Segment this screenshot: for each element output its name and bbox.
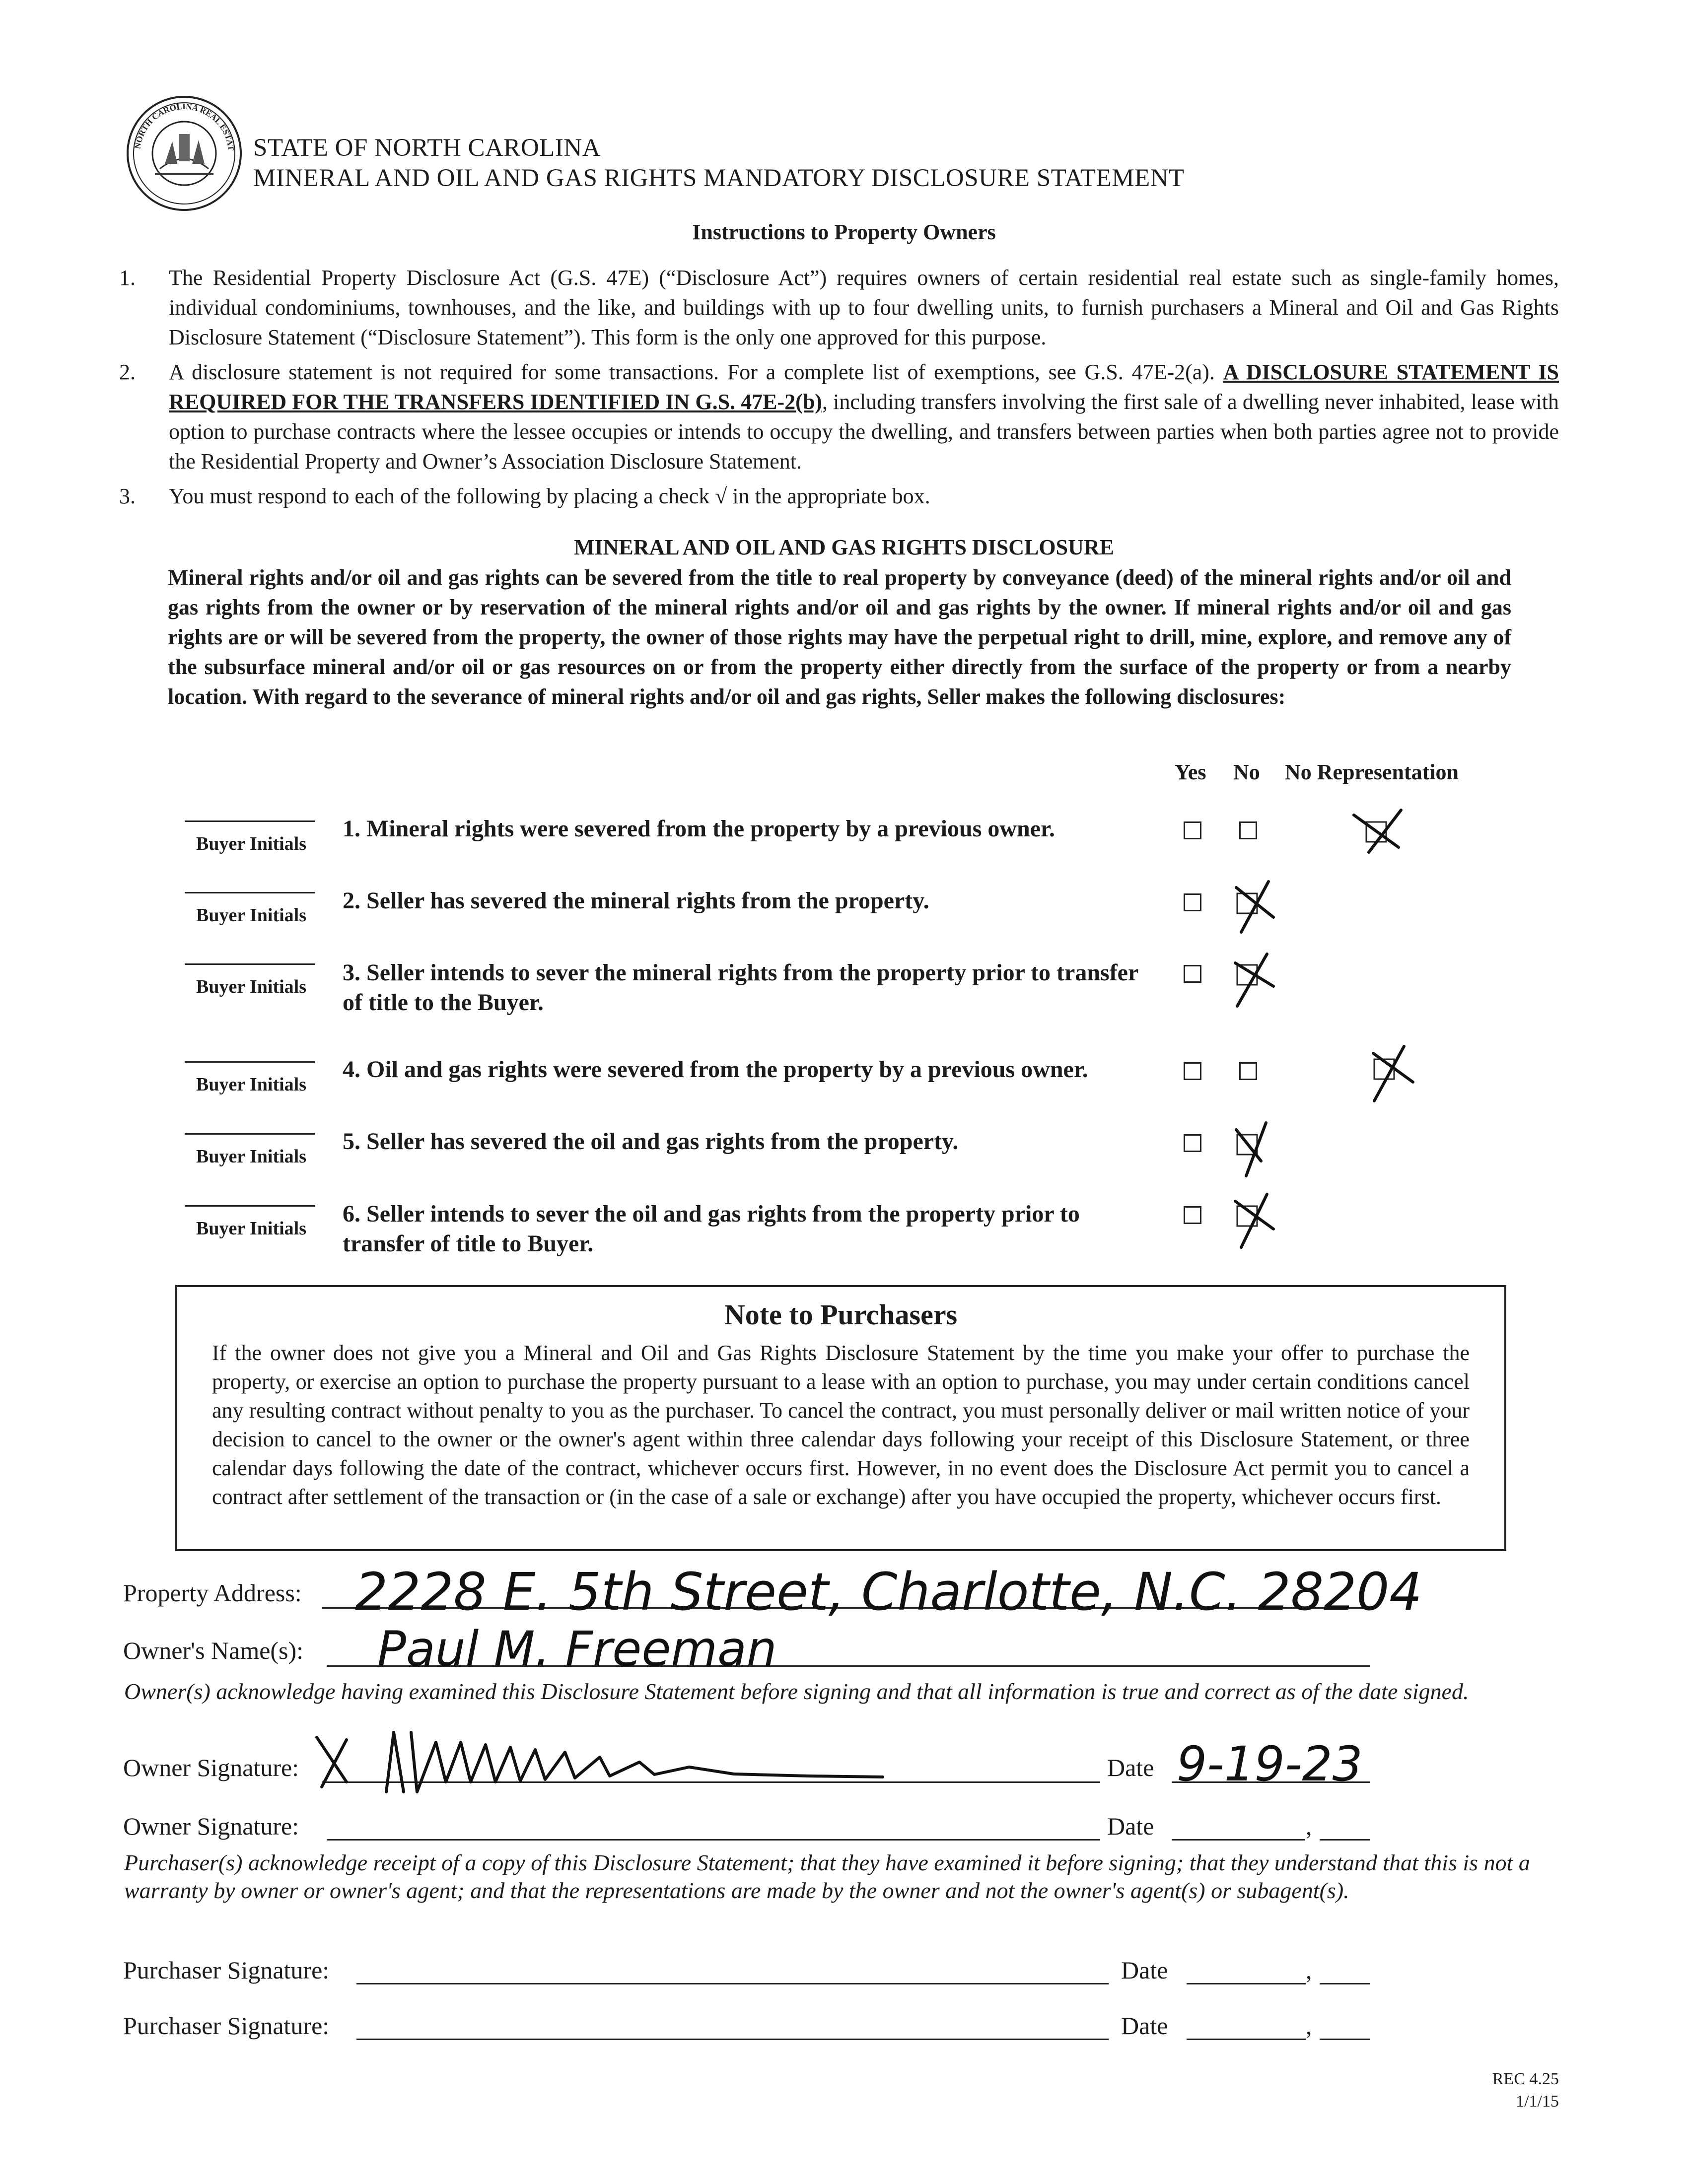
buyer-initials-label: Buyer Initials xyxy=(196,905,307,926)
purchaser-signature-label-1: Purchaser Signature: xyxy=(123,1956,330,1984)
required-transfers-emphasis: A DISCLOSURE STATEMENT IS REQUIRED FOR THE TRANSFERS IDENTIFIED IN G.S. 47E-2(b) xyxy=(169,360,1559,414)
checkbox-yes-q3[interactable] xyxy=(1184,965,1201,983)
buyer-initials-line[interactable] xyxy=(185,963,315,965)
buyer-initials-line[interactable] xyxy=(185,820,315,822)
checkbox-no-q1[interactable] xyxy=(1239,821,1257,839)
form-revision-date: 1/1/15 xyxy=(1516,2092,1559,2111)
checkbox-yes-q1[interactable] xyxy=(1184,821,1201,839)
date-line-owner-2[interactable] xyxy=(1172,1839,1305,1841)
form-title: MINERAL AND OIL AND GAS RIGHTS MANDATORY DISCLOSURE STATEMENT xyxy=(253,164,1185,192)
property-address-field[interactable]: 2228 E. 5th Street, Charlotte, N.C. 28204 xyxy=(355,1562,1422,1622)
instruction-item-3: 3. You must respond to each of the following by placing a check √ in the appropriate box. xyxy=(119,484,930,508)
buyer-initials-line[interactable] xyxy=(185,1061,315,1063)
buyer-initials-line[interactable] xyxy=(185,892,315,893)
buyer-initials-label: Buyer Initials xyxy=(196,1074,307,1095)
question-6: 6. Seller intends to sever the oil and gas rights from the property prior to transfer of title to Buyer. xyxy=(343,1201,1080,1257)
year-line-owner-2[interactable] xyxy=(1320,1839,1370,1841)
buyer-initials-label: Buyer Initials xyxy=(196,833,307,854)
svg-text:NORTH CAROLINA REAL ESTATE COM: NORTH CAROLINA REAL ESTAT xyxy=(133,101,236,151)
buyer-initials-line[interactable] xyxy=(185,1205,315,1207)
purchaser-signature-line-1[interactable] xyxy=(356,1983,1109,1984)
checkbox-no-q4[interactable] xyxy=(1239,1062,1257,1080)
checkbox-no-q3-marked[interactable] xyxy=(1226,949,1281,1014)
checkbox-yes-q4[interactable] xyxy=(1184,1062,1201,1080)
buyer-initials-line[interactable] xyxy=(185,1133,315,1135)
owner-acknowledgement: Owner(s) acknowledge having examined this Disclosure Statement before signing and that all information is true and correct as of the date signed. xyxy=(124,1679,1469,1704)
owner-signature-line-2[interactable] xyxy=(327,1839,1100,1841)
note-to-purchasers-box xyxy=(175,1285,1506,1551)
instructions-heading: Instructions to Property Owners xyxy=(692,220,996,244)
buyer-initials-label: Buyer Initials xyxy=(196,976,307,997)
note-body: If the owner does not give you a Mineral and Oil and Gas Rights Disclosure Statement by the time you make your offer to purchase the property, or exercise an option to purchase the property pursuant to a lease with an option to purchase, you may under certain conditions cancel any resulting contract without penalty to you as the purchaser. To cancel the contract, you must personally deliver or mail written notice of your decision to cancel to the owner or the owner's agent within three calendar days following your receipt of this Disclosure Statement, or three calendar days following the date of the contract, whichever occurs first. However, in no event does the Disclosure Act permit you to cancel a contract after settlement of the transaction or (in the case of a sale or exchange) after you have occupied the property, whichever occurs first. xyxy=(212,1341,1470,1509)
checkbox-no-representation-q4-marked[interactable] xyxy=(1363,1042,1418,1107)
checkbox-yes-q2[interactable] xyxy=(1184,893,1201,911)
purchaser-acknowledgement: Purchaser(s) acknowledge receipt of a copy of this Disclosure Statement; that they have examined it before signing; that they understand that this is not a warranty by owner or owner's agent; and that the representations are made by the owner and not the owner's agent(s) or subagent(s). xyxy=(124,1850,1530,1903)
year-line-purchaser-1[interactable] xyxy=(1320,1983,1370,1984)
property-address-label: Property Address: xyxy=(123,1579,302,1607)
checkbox-yes-q5[interactable] xyxy=(1184,1134,1201,1152)
question-4: 4. Oil and gas rights were severed from the property by a previous owner. xyxy=(343,1056,1088,1083)
year-line-purchaser-2[interactable] xyxy=(1320,2039,1370,2040)
question-1: 1. Mineral rights were severed from the property by a previous owner. xyxy=(343,816,1055,842)
buyer-initials-label: Buyer Initials xyxy=(196,1146,307,1167)
state-title: STATE OF NORTH CAROLINA xyxy=(253,134,601,162)
column-no: No xyxy=(1233,760,1260,784)
date-line-purchaser-2[interactable] xyxy=(1187,2039,1306,2040)
owner-signature-label-1: Owner Signature: xyxy=(123,1754,299,1781)
checkbox-no-q2-marked[interactable] xyxy=(1226,878,1281,942)
date-separator: , xyxy=(1306,1956,1312,1984)
owner-signature-1[interactable] xyxy=(312,1722,952,1797)
date-label-owner-1: Date xyxy=(1107,1754,1154,1781)
date-separator: , xyxy=(1306,2012,1312,2040)
checkbox-no-q6-marked[interactable] xyxy=(1226,1190,1281,1255)
owner-signature-1-date[interactable]: 9-19-23 xyxy=(1177,1736,1363,1792)
owner-names-label: Owner's Name(s): xyxy=(123,1637,304,1664)
date-separator: , xyxy=(1306,1812,1312,1840)
instruction-item-2: 2. A disclosure statement is not required for some transactions. For a complete list of exemptions, see G.S. 47E-2(a). A DISCLOSURE STATEMENT IS REQUIRED FOR THE TRANSFERS IDENTIFIED IN G.S. 47E-2(b), including transfers involving the first sale of a dwelling never inhabited, lease with option to purchase contracts where the lessee occupies or intends to occupy the dwelling, and transfers between parties when both parties agree not to provide the Residential Property and Owner’s Association Disclosure Statement. xyxy=(119,360,1559,474)
date-label-purchaser-2: Date xyxy=(1121,2012,1168,2040)
buyer-initials-label: Buyer Initials xyxy=(196,1218,307,1239)
column-no-representation: No Representation xyxy=(1285,760,1459,784)
date-label-purchaser-1: Date xyxy=(1121,1956,1168,1984)
checkbox-no-representation-q1-marked[interactable] xyxy=(1351,805,1406,870)
form-number: REC 4.25 xyxy=(1492,2070,1559,2088)
note-title: Note to Purchasers xyxy=(724,1298,958,1331)
question-5: 5. Seller has severed the oil and gas rights from the property. xyxy=(343,1128,959,1155)
question-3: 3. Seller intends to sever the mineral rights from the property prior to transfer of title to the Buyer. xyxy=(343,959,1138,1016)
checkbox-yes-q6[interactable] xyxy=(1184,1206,1201,1224)
purchaser-signature-line-2[interactable] xyxy=(356,2039,1109,2040)
date-line-purchaser-1[interactable] xyxy=(1187,1983,1306,1984)
checkbox-no-q5-marked[interactable] xyxy=(1226,1119,1281,1183)
question-2: 2. Seller has severed the mineral rights from the property. xyxy=(343,887,929,914)
date-label-owner-2: Date xyxy=(1107,1812,1154,1840)
owner-signature-label-2: Owner Signature: xyxy=(123,1812,299,1840)
disclosure-paragraph: Mineral rights and/or oil and gas rights can be severed from the title to real property by conveyance (deed) of the mineral rights and/or oil and gas rights from the owner or by reservation of the mineral rights and/or oil and gas rights by the owner. If mineral rights and/or oil and gas rights are or will be severed from the property, the owner of those rights may have the perpetual right to drill, mine, explore, and remove any of the subsurface mineral and/or oil or gas resources on or from the property either directly from the surface of the property or from a nearby location. With regard to the severance of mineral rights and/or oil and gas rights, Seller makes the following disclosures: xyxy=(168,565,1511,709)
owner-names-field[interactable]: Paul M. Freeman xyxy=(377,1621,777,1677)
disclosure-heading: MINERAL AND OIL AND GAS RIGHTS DISCLOSURE xyxy=(573,535,1115,559)
column-yes: Yes xyxy=(1175,760,1206,784)
state-seal-logo xyxy=(125,94,243,212)
instruction-item-1: 1. The Residential Property Disclosure Act (G.S. 47E) (“Disclosure Act”) requires owners of certain residential real estate such as single-family homes, individual condominiums, townhouses, and the like, and buildings with up to four dwelling units, to furnish purchasers a Mineral and Oil and Gas Rights Disclosure Statement (“Disclosure Statement”). This form is the only one approved for this purpose. xyxy=(119,266,1559,349)
purchaser-signature-label-2: Purchaser Signature: xyxy=(123,2012,330,2040)
